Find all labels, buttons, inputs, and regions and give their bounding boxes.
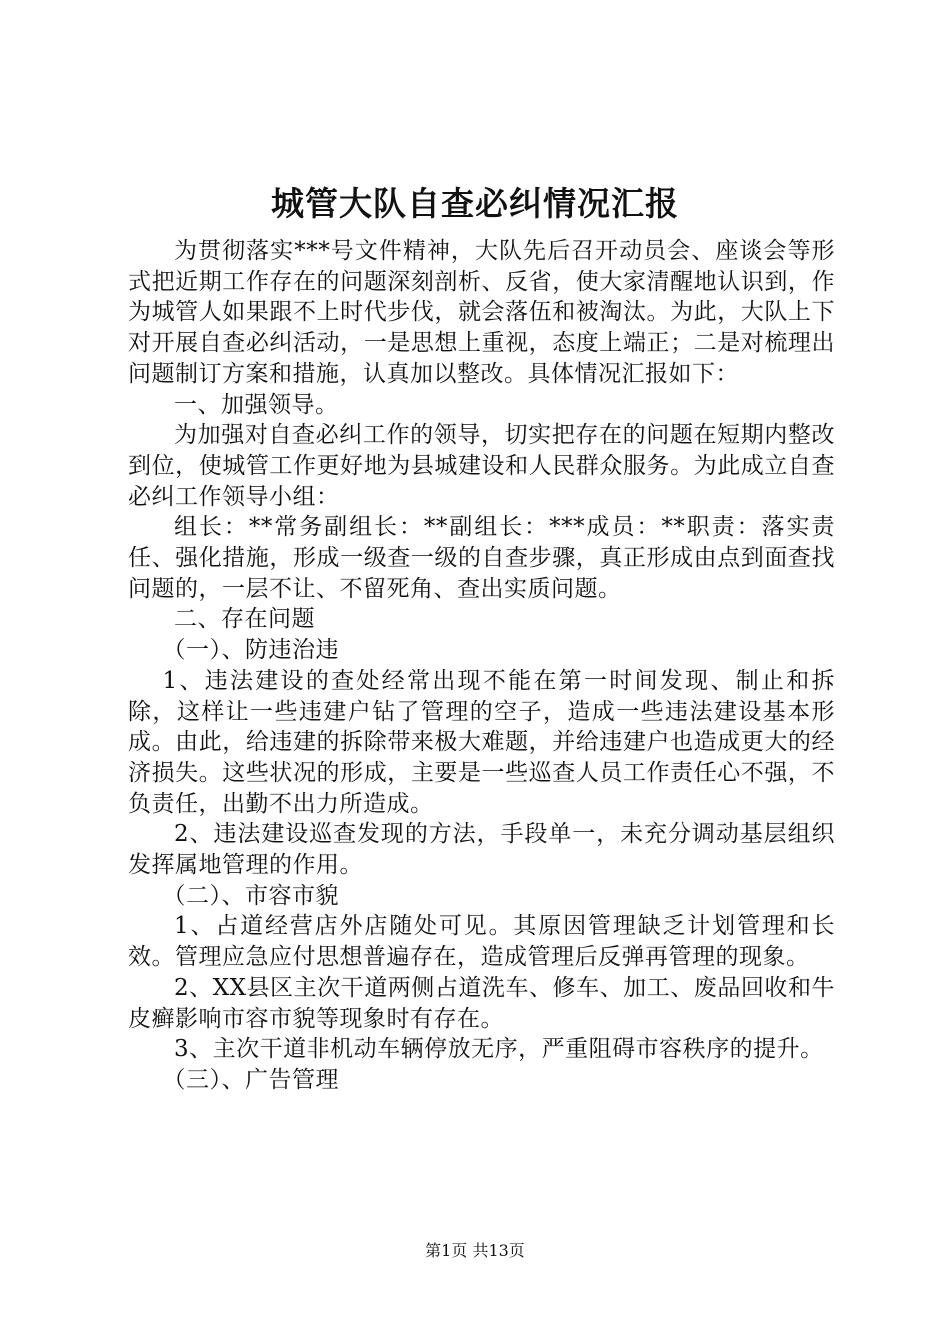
paragraph-violation-1: 1、违法建设的查处经常出现不能在第一时间发现、制止和拆除，这样让一些违建户钻了管理的空子，造成一些违法建设基本形成。由此，给违建的拆除带来极大难题，并给违建户也造成更大的经济损失。这些状况的形成，主要是一些巡查人员工作责任心不强，不负责任，出勤不出力所造成。 <box>128 667 835 817</box>
paragraph-leadership: 为加强对自查必纠工作的领导，切实把存在的问题在短期内整改到位，使城管工作更好地为县城建设和人民群众服务。为此成立自查必纠工作领导小组： <box>128 422 835 510</box>
subheading-city-appearance: （二）、市容市貌 <box>162 882 339 909</box>
document-body <box>128 236 835 1096</box>
paragraph-group-members: 组长：**常务副组长：**副组长：***成员：**职责：落实责任、强化措施，形成一级查一级的自查步骤，真正形成由点到面查找问题的，一层不让、不留死角、查出实质问题。 <box>128 514 835 602</box>
paragraph-appearance-3: 3、主次干道非机动车辆停放无序，严重阻碍市容秩序的提升。 <box>174 1036 824 1063</box>
paragraph-violation-2: 2、违法建设巡查发现的方法，手段单一，未充分调动基层组织发挥属地管理的作用。 <box>128 821 835 879</box>
paragraph-intro: 为贯彻落实***号文件精神，大队先后召开动员会、座谈会等形式把近期工作存在的问题深刻剖析、反省，使大家清醒地认识到，作为城管人如果跟不上时代步伐，就会落伍和被淘汰。为此，大队上下对开展自查必纠活动，一是思想上重视，态度上端正；二是对梳理出问题制订方案和措施，认真加以整改。具体情况汇报如下： <box>128 238 835 387</box>
document-title: 城管大队自查必纠情况汇报 <box>271 184 679 223</box>
paragraph-appearance-2: 2、XX县区主次干道两侧占道洗车、修车、加工、废品回收和牛皮癣影响市容市貌等现象时有存在。 <box>128 974 835 1032</box>
heading-section-2: 二、存在问题 <box>174 606 315 633</box>
heading-section-1: 一、加强领导。 <box>174 391 339 418</box>
page-footer: 第1页 共13页 <box>425 1241 525 1260</box>
subheading-violations: （一）、防违治违 <box>162 637 339 664</box>
paragraph-appearance-1: 1、占道经营店外店随处可见。其原因管理缺乏计划管理和长效。管理应急应付思想普遍存在，造成管理后反弹再管理的现象。 <box>128 913 835 971</box>
subheading-advertising: （三）、广告管理 <box>162 1066 339 1093</box>
